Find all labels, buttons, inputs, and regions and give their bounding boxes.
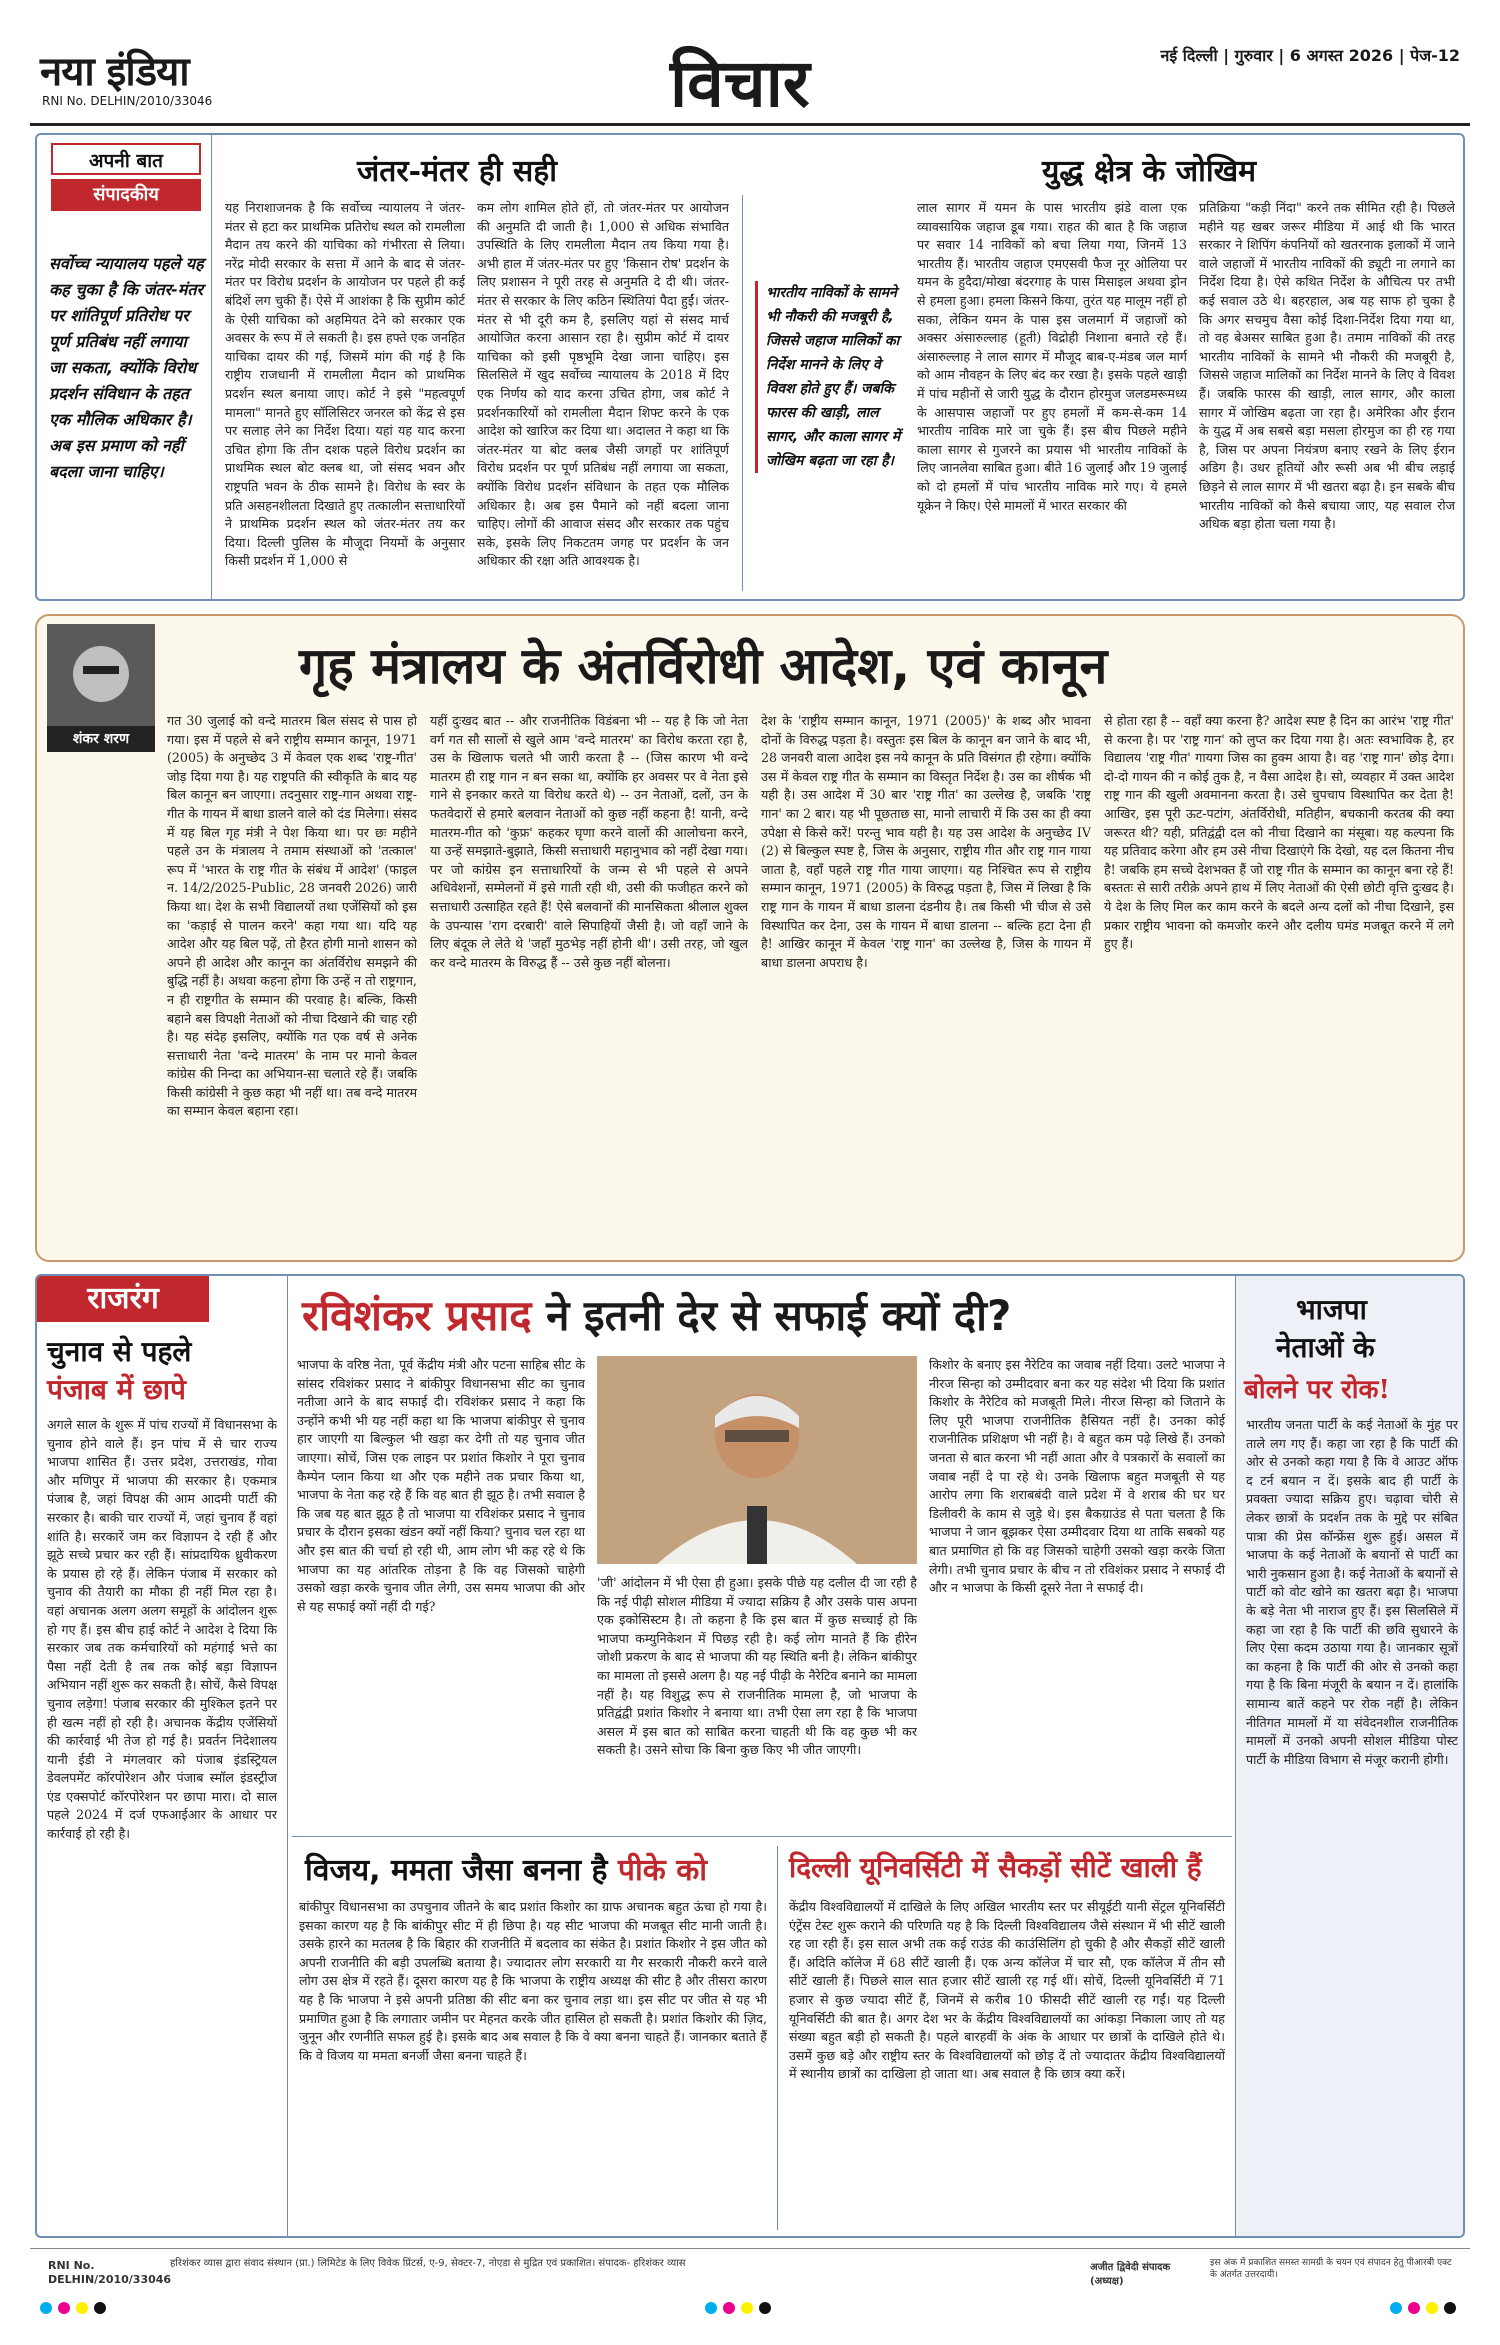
editorial-side-quote: भारतीय नाविकों के सामने भी नौकरी की मजबूरी है, जिससे जहाज मालिकों का निर्देश मानने के लिए वे विवश होते हुए हैं। जबकि फारस की खाड़ी, लाल सागर, और काला सागर में जोखिम बढ़ता जा रहा है। [755,281,905,473]
brand-logo: नया इंडिया [40,49,189,95]
rajrang-col: अगले साल के शुरू में पांच राज्यों में विधानसभा के चुनाव होने वाले हैं। इन पांच में से चार राज्य भाजपा शासित हैं। उत्तर प्रदेश, उत्तराखंड, गोवा और मणिपुर में भाजपा की सरकार है। एकमात्र पंजाब है, जहां विपक्ष की आम आदमी पार्टी की सरकार है। बाकी चार राज्यों में, जहां चुनाव हैं वहां शांति है। सरकारें जम कर विज्ञापन दे रही हैं और झूठे सच्चे प्रचार कर रही हैं। सांप्रदायिक ध्रुवीकरण के प्रयास हो रहे हैं। लेकिन पंजाब में सरकार को चुनाव की तैयारी का मौका ही नहीं मिल रहा है। वहां अचानक अलग अलग समूहों के आंदोलन शुरू हो गए हैं। इस बीच हाई कोर्ट ने आदेश दे दिया कि सरकार जब तक कर्मचारियों को महंगाई भत्ते का पैसा नहीं देती है तब तक कोई बड़ा विज्ञापन अभियान नहीं शुरू कर सकती है। सोचें, कैसे विपक्ष चुनाव लड़ेगा! पंजाब सरकार की मुश्किल इतने पर ही खत्म नहीं हो रही है। अचानक केंद्रीय एजेंसियों की कार्रवाई भी तेज हो गई है। प्रवर्तन निदेशालय यानी ईडी ने मंगलवार को पंजाब इंडस्ट्रियल डेवलपमेंट कॉरपोरेशन और पंजाब स्मॉल इंडस्ट्रीज एंड एक्सपोर्ट कॉरपोरेशन पर छापा मारा। दो साल पहले 2024 में दर्ज एफआईआर के आधार पर कार्रवाई हो रही है। [47,1417,277,1842]
registration-marks-center [705,2302,771,2314]
bjp-col: भारतीय जनता पार्टी के कई नेताओं के मुंह पर ताले लग गए हैं। कहा जा रहा है कि पार्टी की ओर से उनको कहा गया है कि वे आउट ऑफ द टर्न बयान न दें। इसके बाद ही पार्टी के प्रवक्ता ज्यादा सक्रिय हुए। चढ़ावा चोरी से लेकर छात्रों के प्रदर्शन तक के मुद्दे पर संबित पात्रा की प्रेस कॉन्फ्रेंस शुरू हुई। असल में भाजपा के कई नेताओं के बयानों से पार्टी का भारी नुकसान हुआ है। कई नेताओं के बयानों से पार्टी को वोट खोने का खतरा बढ़ा है। भाजपा के बड़े नेता भी नाराज हुए हैं। इस सिलसिले में कहा जा रहा है कि पार्टी की छवि सुधारने के लिए ऐसा कदम उठाया गया है। जानकार सूत्रों का कहना है कि पार्टी की ओर से उनको कहा गया है कि बिना मंजूरी के बयान न दें। हालांकि सामान्य बातें कहने पर रोक नहीं है। लेकिन नीतिगत मामलों में या संवेदनशील राजनीतिक मामलों में उनको अपनी सोशल मीडिया पोस्ट पार्टी के मीडिया विभाग से मंजूर करानी होगी। [1246,1417,1458,1767]
yellow-dot [76,2302,88,2314]
editorial-box [35,133,1465,601]
ravishankar-headline-name: रविशंकर प्रसाद [302,1291,532,1340]
lead-headline: गृह मंत्रालय के अंतर्विरोधी आदेश, एवं कानून [299,637,1108,695]
ravishankar-col-1: भाजपा के वरिष्ठ नेता, पूर्व केंद्रीय मंत्री और पटना साहिब सीट के सांसद रविशंकर प्रसाद ने बांकीपुर विधानसभा सीट का चुनाव नतीजा आने के बाद सफाई दी। रविशंकर प्रसाद ने कहा कि उन्होंने कभी भी यह नहीं कहा था कि भाजपा बांकीपुर से चुनाव हार जाएगी या बिल्कुल भी खड़ा कर देगी तो यह चुनाव जीत जाएगा। सोचें, जिस एक लाइन पर प्रशांत किशोर ने पूरा चुनाव कैम्पेन प्लान किया था और एक महीने तक प्रचार किया था, भाजपा के नेता कह रहे हैं कि वह बात ही झूठ है। तभी सवाल है कि जब यह बात झूठ है तो भाजपा या रविशंकर प्रसाद ने चुनाव प्रचार के दौरान इसका खंडन क्यों नहीं किया? चुनाव चल रहा था और इस बात की चर्चा हो रही थी, आम लोग भी कह रहे थे कि भाजपा का यह आंतरिक तोड़ना है कि वह जिसको चाहेगी उसको खड़ा करके चुनाव जीत लेगी, उस समय भाजपा की ओर से यह सफाई क्यों नहीं दी गई? [297,1357,585,1614]
editorial-1-col-2: कम लोग शामिल होते हों, तो जंतर-मंतर पर आयोजन की अनुमति दी जाती है। 1,000 से अधिक संभावित उपस्थिति के लिए रामलीला मैदान तय किया गया है। अभी हाल में जंतर-मंतर पर हुए 'किसान रोष' प्रदर्शन के लिए प्रशासन ने पूरी तरह से अनुमति दे दी थी। जंतर-मंतर से सरकार के लिए कठिन स्थितियां पैदा हुईं। जंतर-मंतर से भी दूरी कम है, इसलिए यहां से संसद मार्च आयोजित करना आसान रहा है। सुप्रीम कोर्ट में दायर याचिका को इसी पृष्ठभूमि देखा जाना चाहिए। इस सिलसिले में खुद सर्वोच्च न्यायालय के 2018 में दिए एक निर्णय को याद करना उचित होगा, जब कोर्ट ने प्रदर्शनकारियों को रामलीला मैदान शिफ्ट करने के एक आदेश को खारिज कर दिया था। अदालत ने कहा था कि जंतर-मंतर या बोट क्लब जैसी जगहों पर शांतिपूर्ण विरोध प्रदर्शन पर पूर्ण प्रतिबंध नहीं लगाया जा सकता, क्योंकि विरोध प्रदर्शन संविधान के तहत एक मौलिक अधिकार है। अब इस पैमाने को नहीं बदला जाना चाहिए। लोगों की आवाज संसद और सरकार तक पहुंच सके, इसके लिए निकटतम जगह पर प्रदर्शन के जन अधिकार की रक्षा अति आवश्यक है। [477,200,729,569]
speaker-photo-icon [597,1356,917,1564]
dateline: नई दिल्ली | गुरुवार | 6 अगस्त 2026 | पेज-12 [1160,46,1460,65]
ravishankar-col-2: 'जी' आंदोलन में भी ऐसा ही हुआ। इसके पीछे यह दलील दी जा रही है कि नई पीढ़ी सोशल मीडिया में ज्यादा सक्रिय है और उसके पास अपना एक इकोसिस्टम है। तो कहना है कि इस बात में कुछ सच्चाई हो कि भाजपा कम्युनिकेशन में पिछड़ रही है। कई लोग मानते हैं कि हीरेन जोशी प्रकरण के बाद से भाजपा की यह स्थिति बनी है। लेकिन बांकीपुर का मामला तो इससे अलग है। यह नई पीढ़ी के नैरेटिव बनाने का मामला नहीं है। यह विशुद्ध रूप से राजनीतिक मामला है, जो भाजपा के प्रतिद्वंद्वी प्रशांत किशोर ने बनाया था। तभी ऐसा लग रहा है कि भाजपा असल में इस बात को साबित करना चाहती थी कि वह कुछ भी कर सकती है। उसने सोचा कि बिना कुछ किए भी जीत जाएगी। [597,1575,917,1758]
lead-col-2: यहीं दुःखद बात -- और राजनीतिक विडंबना भी -- यह है कि जो नेता वर्ग गत सौ सालों से खुले आम 'वन्दे मातरम' का विरोध करता रहा है, उस के खिलाफ चलते भी जारी करता है -- (जिस कारण भी वन्दे मातरम ही राष्ट्र गान न बन सका था, क्योंकि हर अवसर पर वे नेता इसे गाने से इनकार करते या विरोध करते थे) -- उन नेताओं, दलों, उन के फतवेदारों से हमारे बलवान नेताओं को कुछ नहीं कहना है! यानी, वन्दे मातरम-गीत को 'कुफ्र' कहकर घृणा करने वालों की आलोचना करने, या उन्हें समझाते-बुझाते, किसी सत्ताधारी महानुभाव को नहीं देखा गया। पर जो कांग्रेस इन सत्ताधारियों के जन्म से भी पहले से अपने अधिवेशनों, सम्मेलनों में इसे गाती रही थी, उसी की फजीहत करने को सत्ताधारी उत्साहित रहते हैं! ऐसे बलवानों की मानसिकता श्रीलाल शुक्ल के उपन्यास 'राग दरबारी' वाले सिपाहियों जैसी है। जो वहाँ जाने के लिए बंदूक ले लेते थे 'जहाँ मुठभेड़ नहीं होनी थी'। उसी तरह, जो खुल कर वन्दे मातरम के विरुद्ध हैं -- उसे कुछ नहीं बोलना। [430,713,748,970]
editorial-pull-quote: सर्वोच्च न्यायालय पहले यह कह चुका है कि जंतर-मंतर पर शांतिपूर्ण प्रतिरोध पर पूर्ण प्रतिबंध नहीं लगाया जा सकता, क्योंकि विरोध प्रदर्शन संविधान के तहत एक मौलिक अधिकार है। अब इस प्रमाण को नहीं बदला जाना चाहिए। [49,254,204,481]
yellow-dot [741,2302,753,2314]
footer-note: इस अंक में प्रकाशित समस्त सामग्री के चयन एवं संपादन हेतु पीआरबी एक्ट के अंतर्गत उत्तरदायी। [1210,2258,1452,2280]
lead-article-box [35,614,1465,1262]
cyan-dot [40,2302,52,2314]
ravishankar-headline-rest: ने इतनी देर से सफाई क्यों दी? [531,1291,1012,1340]
lead-col-4: से होता रहा है -- वहाँ क्या करना है? आदेश स्पष्ट है दिन का आरंभ 'राष्ट्र गीत' से करना है। पर 'राष्ट्र गान' को लुप्त कर दिया गया है। अतः स्वभाविक है, हर विद्यालय 'राष्ट्र गीत' गायगा जिस का हुक्म आया है। वह 'राष्ट्र गान' छोड़ देगा। दो-दो गायन की न कोई तुक है, न वैसा आदेश है। सो, व्यवहार में उक्त आदेश राष्ट्र गान की खुली अवमानना करता है। उसे चुपचाप विस्थापित कर देता है! आखिर, इस पूरी ऊट-पटांग, अंतर्विरोधी, मतिहीन, बचकानी करतब की क्या जरूरत थी? यही, प्रतिद्वंद्वी दल को नीचा दिखाने का मंसूबा। यह कल्पना कि यह प्रतिवाद करेगा और हम उसे नीचा दिखाएंगे कि देखो, यह दल कितना नीच है! जबकि हम सच्चे देशभक्त हैं जो राष्ट्र गीत के सम्मान का कानून बना रहे हैं! बस्ततः से सारी तरीक़े अपने हाथ में लिए नेताओं की ऐसी छोटी वृत्ति दुःखद है। ये देश के लिए मिल कर काम करने के बदले अन्य दलों को नीचा दिखाने, इस प्रकार राष्ट्रीय भावना को कमजोर करने और दलीय घमंड मजबूत करने में लगे हुए हैं। [1104,713,1454,952]
ravishankar-photo [597,1356,917,1564]
vijay-headline-a: विजय, ममता जैसा बनना है [305,1853,618,1888]
registration-marks-right [1390,2302,1456,2314]
black-dot [1444,2302,1456,2314]
vijay-headline [305,1848,707,1889]
bjp-box [1235,1276,1465,2238]
rajrang-section [35,1274,1465,2238]
author-photo [47,624,155,752]
apni-baat-tag: अपनी बात [51,143,201,175]
center-divider [292,1836,1232,1837]
footer-editor: अजीत द्विवेदी संपादक (अध्यक्ष) [1090,2262,1171,2287]
rni-number: RNI No. DELHIN/2010/33046 [42,94,213,108]
footer-imprint: हरिशंकर व्यास द्वारा संवाद संस्थान (प्रा.) लिमिटेड के लिए विवेक प्रिंटर्स, ए-9, सेक्टर-7, नोएडा से मुद्रित एवं प्रकाशित। संपादक- हरिशंकर व्यास [170,2258,686,2269]
editorial-2-col-2: प्रतिक्रिया "कड़ी निंदा" करने तक सीमित रही है। पिछले महीने यह खबर जरूर मीडिया में आई थी कि भारत सरकार ने शिपिंग कंपनियों को खतरनाक इलाकों में जाने वाले जहाजों में भारतीय नाविकों की ड्यूटी ना लगाने का निर्देश दिया है। ऐसे कथित निर्देश के औचित्य पर तभी कई सवाल उठे थे। बहरहाल, अब यह साफ हो चुका है कि अगर सचमुच वैसा कोई दिशा-निर्देश दिया गया था, तो वह बेअसर साबित हुआ है। तमाम नाविकों की तरह भारतीय नाविकों के सामने भी नौकरी की मजबूरी है, जिससे जहाज मालिकों का निर्देश मानने के लिए वे विवश हैं। जबकि फारस की खाड़ी, लाल सागर, और काला सागर में जोखिम बढ़ता जा रहा है। अमेरिका और ईरान के युद्ध में अब सबसे बड़ा मसला होरमुज का ही रह गया है, जिस पर अपना नियंत्रण बनाए रखने के लिए ईरान अडिग है। उधर हूतियों और रूसी अब भी बीच लड़ाई छिड़ने से लाल सागर में भी खतरा बढ़ा है। इन सबके बीच भारतीय नाविकों को कैसे बचाया जाए, यह सवाल रोज अधिक बड़ा होता चला गया है। [1199,200,1455,532]
editorial-2-col-1: लाल सागर में यमन के पास भारतीय झंडे वाला एक व्यावसायिक जहाज डूब गया। राहत की बात है कि जहाज पर सवार 14 नाविकों को बचा लिया गया, जिनमें 13 भारतीय हैं। भारतीय जहाज एमएसवी फैज नूर ओलिया पर यमन के हुदैदा/मोखा बंदरगाह के पास मिसाइल अथवा ड्रोन से हमला हुआ। हमला किसने किया, तुरंत यह मालूम नहीं हो सका, लेकिन यमन के पास इस जलमार्ग में जहाजों को अक्सर अंसारुल्लाह (हूती) विद्रोही निशाना बनाते रहे हैं। अंसारुल्लाह ने लाल सागर में मौजूद बाब-ए-मंडब जल मार्ग को आम नौवहन के लिए बंद कर रखा है। इसके पहले खाड़ी में पांच महीनों से जारी युद्ध के दौरान होरमुज जलडमरूमध्य के आसपास जहाजों पर हुए हमलों में कम-से-कम 14 भारतीय नाविक मारे जा चुके हैं। इस बीच पिछले महीने काला सागर से गुजरने का प्रयास भी भारतीय नाविकों के लिए जानलेवा साबित हुआ। बीते 16 जुलाई और 19 जुलाई को दो हमलों में पांच भारतीय नाविक मारे गए। ये हमले यूक्रेन ने किए। ऐसे मामलों में भारत सरकार की [917,200,1187,513]
lead-col-3: देश के 'राष्ट्रीय सम्मान कानून, 1971 (2005)' के शब्द और भावना दोनों के विरुद्ध पड़ता है। वस्तुतः इस बिल के कानून बन जाने के बाद भी, 28 जनवरी वाला आदेश इस नये कानून के प्रति विसंगत ही रहेगा। क्योंकि उस में केवल राष्ट्र गीत के सम्मान का विस्तृत निर्देश है। उस का शीर्षक भी यही है। उस आदेश में 30 बार 'राष्ट्र गीत' का उल्लेख है, जबकि 'राष्ट्र गान' का 2 बार। यह भी पूछताछ सा, मानो लाचारी में कि उस का ही क्या उपेक्षा से किसे करें! परन्तु भाव यही है। यह उस आदेश के अनुच्छेद IV (2) से बिल्कुल स्पष्ट है, जिस के अनुसार, राष्ट्रीय गीत और राष्ट्र गान गाया जाता है, वहाँ पहले राष्ट्र गीत गाया जाएगा। यह निश्चित रूप से राष्ट्रीय सम्मान कानून, 1971 (2005) के विरुद्ध पड़ता है, जिस में लिखा है कि राष्ट्र गान के गायन में बाधा डालना दंडनीय है। तब किसी भी चीज से उसे विस्थापित कर देना, उस के गायन में बाधा डालना -- बल्कि हटा देना ही है! आखिर कानून में केवल 'राष्ट्र गान' का उल्लेख है, जिस के गायन में बाधा डालना अपराध है। [761,713,1091,970]
editorial-1-col-1: यह निराशाजनक है कि सर्वोच्च न्यायालय ने जंतर-मंतर से हटा कर प्राथमिक प्रतिरोध स्थल को रामलीला मैदान तय करने की याचिका को गंभीरता से लिया। नरेंद्र मोदी सरकार के सत्ता में आने के बाद से जंतर-मंतर पर विरोध प्रदर्शन के आयोजन पर पहले ही कई बंदिशें लग चुकी हैं। ऐसे में आशंका है कि सुप्रीम कोर्ट के ऐसी याचिका को अहमियत देने को सरकार एक अवसर के रूप में ले सकती है। इस हफ्ते एक जनहित याचिका दायर की गई, जिसमें मांग की गई है कि राष्ट्रीय राजधानी में रामलीला मैदान को प्राथमिक प्रदर्शन स्थल बनाया जाए। कोर्ट ने इसे "महत्वपूर्ण मामला" मानते हुए सॉलिसिटर जनरल को केंद्र से इस पर सलाह लेने का निर्देश दिया। यहां यह याद करना उचित होगा कि तीन दशक पहले विरोध प्रदर्शन का प्राथमिक स्थल बोट क्लब था, जो संसद भवन और राष्ट्रपति भवन के ठीक सामने है। विरोध के स्वर के प्रति असहनशीलता दिखाते हुए तत्कालीन सत्ताधारियों ने प्राथमिक प्रदर्शन स्थल को जंतर-मंतर तय कर दिया। दिल्ली पुलिस के मौजूदा नियमों के अनुसार किसी प्रदर्शन में 1,000 से [225,200,465,569]
editorial-sidebar [37,135,212,601]
magenta-dot [58,2302,70,2314]
rajrang-headline-b: पंजाब में छापे [47,1373,186,1406]
footer-rni: RNI No. DELHIN/2010/33046 [48,2259,172,2286]
cyan-dot [1390,2302,1402,2314]
black-dot [94,2302,106,2314]
section-title: विचार [670,45,810,122]
author-name: शंकर शरण [47,726,155,752]
editorial-divider [742,195,743,591]
cyan-dot [705,2302,717,2314]
black-dot [759,2302,771,2314]
rajrang-divider [287,1276,288,2238]
registration-marks-left [40,2302,106,2314]
ravishankar-col-3: किशोर के बनाए इस नैरेटिव का जवाब नहीं दिया। उलटे भाजपा ने नीरज सिन्हा को उम्मीदवार बना कर यह संदेश भी दिया कि प्रशांत किशोर के नैरेटिव को मजबूती मिले। नीरज सिन्हा को जिताने के लिए पूरी भाजपा राजनीतिक हैसियत नहीं है। उनका कोई राजनीतिक प्रशिक्षण भी नहीं है। वे बहुत कम पढ़े लिखे हैं। उनको जनता से बात करना भी नहीं आता और वे पत्रकारों के सवालों का जवाब नहीं दे पा रहे थे। उनके खिलाफ बहुत मजबूती से यह आरोप लगा कि शराबबंदी वाले प्रदेश में वे शराब की घर घर डिलीवरी के काम से जुड़े थे। इस बैकग्राउंड से पता चलता है कि भाजपा ने जान बूझकर ऐसा उम्मीदवार दिया था ताकि सबको यह बात प्रमाणित हो कि वह जिसको चाहेगी उसको खड़ा करके जिता लेगी। तभी चुनाव प्रचार के बीच न तो रविशंकर प्रसाद ने सफाई दी और न भाजपा के किसी दूसरे नेता ने सफाई दी। [929,1357,1225,1596]
rajrang-headline-a: चुनाव से पहले [47,1335,192,1368]
yellow-dot [1426,2302,1438,2314]
magenta-dot [1408,2302,1420,2314]
masthead [30,36,1470,126]
bjp-headline-c: बोलने पर रोक! [1244,1375,1390,1405]
vijay-col: बांकीपुर विधानसभा का उपचुनाव जीतने के बाद प्रशांत किशोर का ग्राफ अचानक बहुत ऊंचा हो गया है। इसका कारण यह है कि बांकीपुर सीट में ही छिपा है। यह सीट भाजपा की मजबूत सीट मानी जाती है। उसके हारने का मतलब है कि बिहार की राजनीति में बदलाव का संकेत है। प्रशांत किशोर ने इस जीत को अपनी राजनीति की बड़ी उपलब्धि बताया है। ज्यादातर लोग सरकारी या गैर सरकारी नौकरी करने वाले लोग उस क्षेत्र में रहते हैं। दूसरा कारण यह है कि भाजपा के राष्ट्रीय अध्यक्ष की सीट है और तीसरा कारण यह है कि भाजपा ने इसे अपनी प्रतिष्ठा की सीट बना कर चुनाव लड़ा था। इस सीट पर जीत से यह भी प्रमाणित हुआ है कि लगातार जमीन पर मेहनत करके जीत हासिल हो सकती है। प्रशांत किशोर की ज़िद, जुनून और रणनीति सफल हुई है। इसके बाद अब सवाल है कि वे क्या बनना चाहते हैं। जानकार बताते हैं कि वे विजय या ममता बनर्जी जैसा बनना चाहते हैं। [299,1899,767,2063]
editorial-tag: संपादकीय [51,179,201,211]
bjp-headline-a: भाजपा [1296,1293,1367,1326]
du-col: केंद्रीय विश्वविद्यालयों में दाखिले के लिए अखिल भारतीय स्तर पर सीयूईटी यानी सेंट्रल यूनिवर्सिटी एंट्रेंस टेस्ट शुरू कराने की परिणति यह है कि दिल्ली विश्वविद्यालय जैसे संस्थान में भी सीटें खाली रह जा रही हैं। इस साल अभी तक कई राउंड की काउंसिलिंग हो चुकी है और सैकड़ों सीटें खाली हैं। अदिति कॉलेज में 68 सीटें खाली हैं। एक अन्य कॉलेज में चार सौ, एक कॉलेज में तीन सौ सीटें खाली हैं। पिछले साल सात हजार सीटें खाली रह गई थीं। सोचें, दिल्ली यूनिवर्सिटी में 71 हजार से कुछ ज्यादा सीटें हैं, जिनमें से करीब 10 फीसदी सीटें खाली रह गईं। यह दिल्ली यूनिवर्सिटी की बात है। अगर देश भर के केंद्रीय विश्वविद्यालयों का आंकड़ा निकाला जाए तो यह संख्या बहुत बड़ी हो सकती है। पहले बारहवीं के अंक के आधार पर छात्रों के दाखिले होते थे। उसमें कुछ बड़े और राष्ट्रीय स्तर के विश्वविद्यालयों को छोड़ दें तो ज्यादातर केंद्रीय विश्वविद्यालयों में स्थानीय छात्रों का दाखिला हो जाता था। अब सवाल है कि छात्र क्या करें। [789,1899,1225,2082]
du-headline: दिल्ली यूनिवर्सिटी में सैकड़ों सीटें खाली हैं [789,1851,1202,1884]
ravishankar-headline [302,1286,1011,1343]
bjp-headline-b: नेताओं के [1276,1331,1375,1364]
vijay-du-divider [777,1846,778,2230]
lead-col-1: गत 30 जुलाई को वन्दे मातरम बिल संसद से पास हो गया। इस में पहले से बने राष्ट्रीय सम्मान कानून, 1971 (2005) के अनुच्छेद 3 में केवल एक शब्द 'राष्ट्र-गीत' जोड़ दिया गया है। यह राष्ट्रपति की स्वीकृति के बाद यह बिल कानून बन जाएगा। तदनुसार राष्ट्र-गान अथवा राष्ट्र-गीत के गायन में बाधा डालने वाले को दंड मिलेगा। संसद में यह बिल गृह मंत्री ने पेश किया था। पर छः महीने पहले उन के मंत्रालय ने तमाम संस्थाओं को 'तत्काल' रूप में 'भारत के राष्ट्र गीत के संबंध में आदेश' (फाइल न. 14/2/2025-Public, 28 जनवरी 2026) जारी किया था। देश के सभी विद्यालयों तथा एजेंसियों को इस का 'कड़ाई से पालन करने' कहा गया था। यदि यह आदेश और यह बिल पढ़ें, तो हैरत होगी मानो शासन को अपने ही आदेश और कानून का अंतर्विरोध समझने की बुद्धि नहीं है। अथवा कहना होगा कि उन्हें न तो राष्ट्रगान, न ही राष्ट्रगीत के सम्मान की परवाह है। बल्कि, किसी बहाने बस विपक्षी नेताओं को नीचा दिखाने की चाह रही है। यह संदेह इसलिए, क्योंकि गत एक वर्ष से अनेक सत्ताधारी नेता 'वन्दे मातरम' के नाम पर मानो केवल कांग्रेस की निन्दा का अभियान-सा चलाते रहे हैं। जबकि किसी कांग्रेसी ने कुछ कहा भी नहीं था। तब वन्दे मातरम का सम्मान केवल बहाना रहा। [167,713,417,1119]
rajrang-label: राजरंग [37,1276,209,1322]
magenta-dot [723,2302,735,2314]
editorial-headline-1: जंतर-मंतर ही सही [357,154,557,189]
footer [30,2248,1470,2298]
editorial-headline-2: युद्ध क्षेत्र के जोखिम [1042,154,1257,189]
vijay-headline-b: पीके को [617,1853,708,1888]
